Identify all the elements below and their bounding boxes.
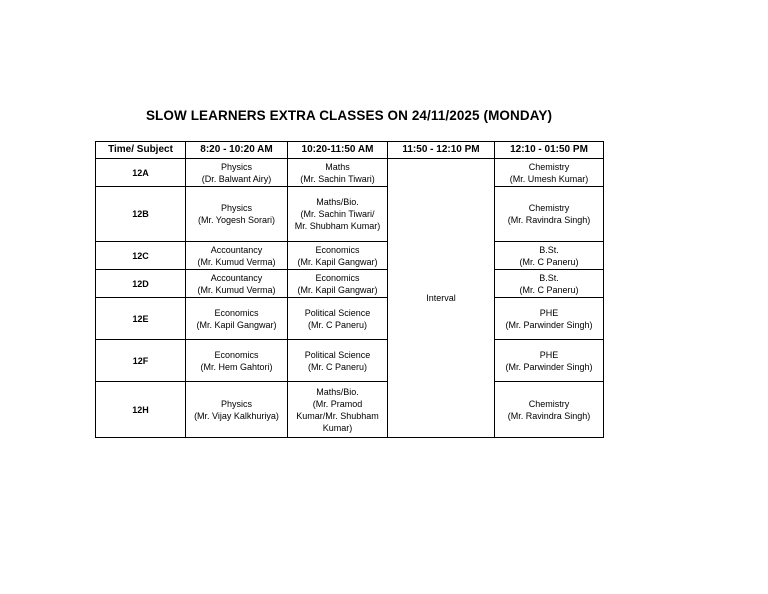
teacher: (Mr. Ravindra Singh)	[507, 215, 591, 225]
class-label: 12C	[96, 242, 186, 270]
teacher: (Mr. Kapil Gangwar)	[196, 319, 277, 330]
teacher: (Mr. Vijay Kalkhuriya)	[194, 410, 279, 421]
cell-period-1	[186, 242, 288, 270]
class-label: 12E	[96, 298, 186, 340]
teacher: (Mr. Sachin Tiwari)	[300, 173, 375, 184]
table-row	[96, 242, 604, 270]
class-label: 12F	[96, 340, 186, 382]
table-row	[96, 159, 604, 187]
table-row	[96, 187, 604, 242]
teacher: (Mr. Kapil Gangwar)	[297, 284, 378, 295]
cell-period-1	[186, 187, 288, 242]
teacher: (Mr. Hem Gahtori)	[200, 361, 273, 372]
teacher: (Mr. C Paneru)	[519, 284, 579, 295]
schedule-table	[95, 141, 604, 438]
teacher: (Mr. C Paneru)	[519, 256, 579, 267]
teacher: (Mr. Parwinder Singh)	[505, 319, 593, 330]
teacher: (Mr. Kumud Verma)	[197, 256, 276, 267]
subject: Physics	[220, 161, 252, 172]
cell-period-4	[495, 187, 604, 242]
subject: Accountancy	[210, 244, 263, 255]
teacher: (Mr. Pramod	[312, 398, 363, 409]
teacher: (Mr. C Paneru)	[307, 319, 367, 330]
subject: B.St.	[539, 272, 559, 283]
cell-period-4	[495, 159, 604, 187]
class-label: 12H	[96, 382, 186, 438]
subject: Maths/Bio.	[316, 197, 359, 207]
subject: B.St.	[539, 244, 559, 255]
subject: Political Science	[304, 349, 371, 360]
cell-period-4	[495, 270, 604, 298]
subject: PHE	[539, 307, 559, 318]
teacher: (Mr. Parwinder Singh)	[505, 361, 593, 372]
cell-period-2	[288, 242, 388, 270]
cell-period-1	[186, 270, 288, 298]
cell-period-2	[288, 382, 388, 438]
teacher: (Mr. Umesh Kumar)	[509, 173, 589, 184]
class-label: 12D	[96, 270, 186, 298]
subject: Economics	[315, 272, 360, 283]
teacher: (Mr. Yogesh Sorari)	[197, 215, 276, 225]
header-period-4: 12:10 - 01:50 PM	[495, 142, 604, 159]
header-period-2: 10:20-11:50 AM	[288, 142, 388, 159]
subject: Accountancy	[210, 272, 263, 283]
cell-period-2	[288, 270, 388, 298]
teacher: (Mr. Kumud Verma)	[197, 284, 276, 295]
table-row	[96, 382, 604, 438]
subject: Political Science	[304, 307, 371, 318]
subject: Maths	[325, 161, 350, 172]
class-label: 12A	[96, 159, 186, 187]
cell-period-2	[288, 298, 388, 340]
teacher: (Mr. Sachin Tiwari/	[300, 209, 375, 219]
cell-period-4	[495, 382, 604, 438]
cell-period-2	[288, 187, 388, 242]
subject: Physics	[220, 203, 252, 213]
header-period-1: 8:20 - 10:20 AM	[186, 142, 288, 159]
subject: Chemistry	[528, 398, 570, 409]
teacher: (Mr. C Paneru)	[307, 361, 367, 372]
subject: Economics	[214, 349, 259, 360]
teacher: (Dr. Balwant Airy)	[201, 173, 272, 184]
cell-period-4	[495, 298, 604, 340]
interval-cell: Interval	[388, 159, 495, 438]
teacher: Kumar)	[322, 422, 353, 433]
table-row	[96, 340, 604, 382]
header-time-subject: Time/ Subject	[96, 142, 186, 159]
cell-period-1	[186, 340, 288, 382]
header-interval: 11:50 - 12:10 PM	[388, 142, 495, 159]
teacher: Kumar/Mr. Shubham	[296, 410, 379, 421]
teacher: (Mr. Ravindra Singh)	[507, 410, 591, 421]
cell-period-2	[288, 340, 388, 382]
teacher: (Mr. Kapil Gangwar)	[297, 256, 378, 267]
cell-period-2	[288, 159, 388, 187]
table-row	[96, 270, 604, 298]
cell-period-1	[186, 382, 288, 438]
table-row	[96, 298, 604, 340]
subject: PHE	[539, 349, 559, 360]
cell-period-4	[495, 340, 604, 382]
subject: Maths/Bio.	[316, 386, 359, 397]
subject: Physics	[220, 398, 252, 409]
subject: Chemistry	[528, 161, 570, 172]
page-title: SLOW LEARNERS EXTRA CLASSES ON 24/11/2025 (MONDAY)	[145, 108, 553, 123]
cell-period-4	[495, 242, 604, 270]
cell-period-1	[186, 159, 288, 187]
subject: Economics	[214, 307, 259, 318]
header-row	[96, 142, 604, 159]
subject: Chemistry	[528, 203, 570, 213]
class-label: 12B	[96, 187, 186, 242]
subject: Economics	[315, 244, 360, 255]
teacher: Mr. Shubham Kumar)	[294, 221, 381, 231]
cell-period-1	[186, 298, 288, 340]
